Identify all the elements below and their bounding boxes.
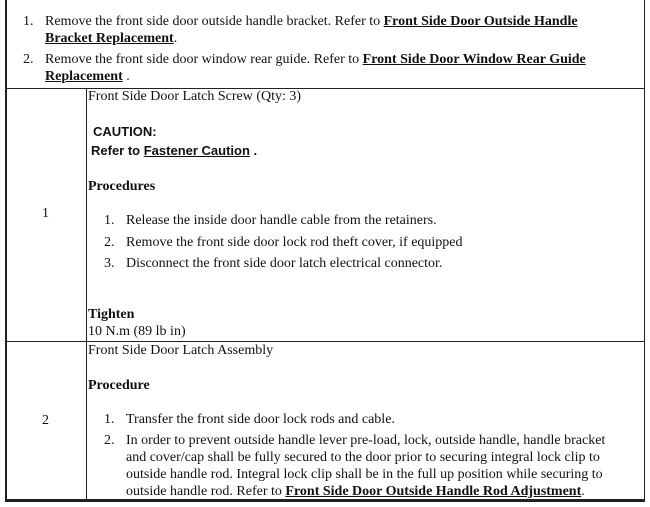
row-2-step-2-refer: outside handle rod. Refer to — [126, 484, 286, 499]
tighten-value: 10 N.m (89 lb in) — [88, 324, 186, 339]
row-1-step-2: Remove the front side door lock rod theft cover, if equipped — [126, 235, 463, 250]
caution-label: CAUTION: — [93, 124, 157, 139]
row-2-title: Front Side Door Latch Assembly — [88, 343, 274, 358]
intro-step-1 — [45, 14, 578, 30]
row-2-step-2-end: . — [581, 484, 585, 499]
left-border — [5, 0, 7, 502]
intro-step-1-cont — [45, 31, 177, 47]
intro-step-2 — [45, 52, 586, 68]
tighten-label: Tighten — [88, 307, 135, 322]
row-1-step-3: Disconnect the front side door latch electrical connector. — [126, 256, 443, 271]
row-2-index: 2 — [42, 413, 49, 428]
row-2-step-2-line-2: and cover/cap shall be fully secured to the door prior to securing integral lock clip to — [126, 450, 600, 465]
row-2-step-2-line-3: outside handle rod. Integral lock clip shall be in the full up position while securing to — [126, 467, 603, 482]
row-1-procedure-label: Procedures — [88, 179, 156, 194]
intro-step-2-end: . — [122, 69, 130, 84]
link-window-rear-guide[interactable]: Front Side Door Window Rear Guide — [362, 52, 586, 67]
row-divider — [5, 341, 645, 342]
intro-step-1-end: . — [173, 31, 178, 46]
intro-step-1-num: 1. — [23, 14, 34, 29]
caution-end: . — [249, 143, 258, 158]
link-outside-handle-rod-adjustment[interactable]: Front Side Door Outside Handle Rod Adjustment — [285, 484, 582, 499]
row-2-step-1-num: 1. — [104, 412, 115, 427]
caution-text — [91, 143, 257, 159]
row-1-step-3-num: 3. — [104, 256, 115, 271]
row-2-step-2-num: 2. — [104, 433, 115, 448]
row-1-step-2-num: 2. — [104, 235, 115, 250]
row-2-step-2-line-1: In order to prevent outside handle lever pre-load, lock, outside handle, handle bracket — [126, 433, 606, 448]
row-1-step-1: Release the inside door handle cable from the retainers. — [126, 213, 437, 228]
intro-step-2-text: Remove the front side door window rear guide. Refer to — [45, 52, 363, 67]
row-2-step-1: Transfer the front side door lock rods and cable. — [126, 412, 395, 427]
intro-step-2-num: 2. — [23, 52, 34, 67]
row-1-index: 1 — [42, 206, 49, 221]
link-fastener-caution[interactable]: Fastener Caution — [143, 143, 250, 158]
right-border — [644, 0, 645, 502]
row-2-step-2-line-4 — [126, 484, 585, 500]
column-divider — [86, 88, 87, 500]
intro-step-2-cont — [45, 69, 130, 85]
intro-step-1-text: Remove the front side door outside handle bracket. Refer to — [45, 14, 384, 29]
link-outside-handle-bracket-cont[interactable]: Bracket Replacement — [45, 31, 174, 46]
link-window-rear-guide-cont[interactable]: Replacement — [45, 69, 123, 84]
row-1-title: Front Side Door Latch Screw (Qty: 3) — [88, 89, 302, 104]
row-2-procedure-label: Procedure — [88, 378, 150, 393]
caution-refer: Refer to — [91, 143, 144, 158]
row-1-step-1-num: 1. — [104, 213, 115, 228]
link-outside-handle-bracket[interactable]: Front Side Door Outside Handle — [383, 14, 578, 29]
